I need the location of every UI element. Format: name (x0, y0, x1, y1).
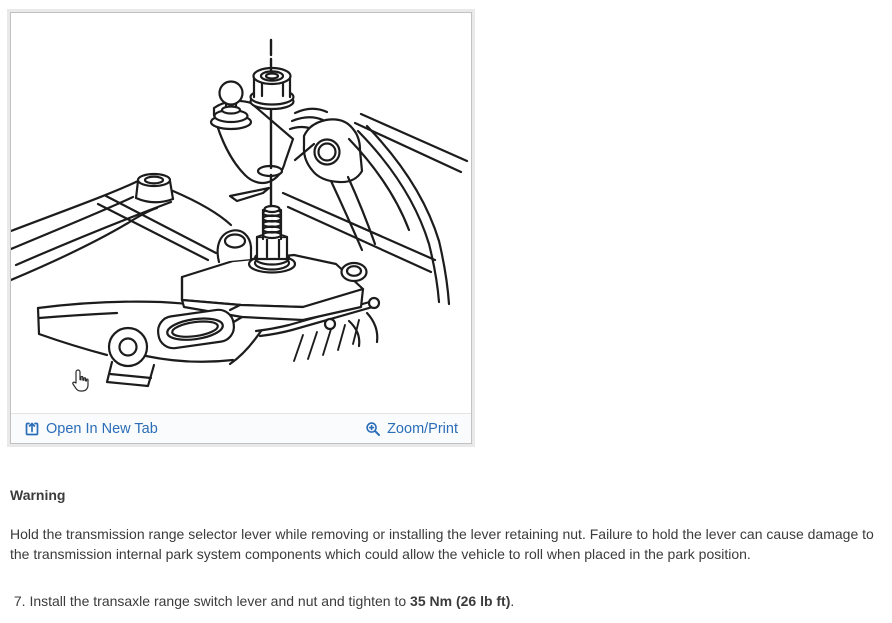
hand-pointer-cursor (73, 370, 88, 391)
open-in-new-tab-link[interactable] (24, 421, 158, 437)
magnifier-plus-icon (365, 421, 381, 437)
transaxle-range-switch-diagram (11, 13, 471, 413)
open-in-new-tab-label: Open In New Tab (46, 420, 158, 437)
zoom-print-link[interactable] (365, 421, 458, 437)
image-viewer-panel (10, 12, 472, 444)
flange-nut (251, 68, 294, 109)
threaded-stud (255, 206, 289, 270)
torque-spec: 35 Nm (26 lb ft) (410, 593, 511, 609)
step-7-instruction (10, 591, 882, 611)
step-text: 7. Install the transaxle range switch lever and nut and tighten to (10, 593, 411, 609)
open-in-new-tab-icon (24, 421, 40, 437)
image-viewer-toolbar (11, 413, 471, 443)
instruction-content (0, 445, 892, 611)
warning-text: Hold the transmission range selector lever while removing or installing the lever retaining nut. Failure to hold the lever can cause damage to the transmission internal park system components which could allow the vehicle to roll when placed in the park position. (10, 526, 874, 562)
diagram-image[interactable] (11, 13, 471, 413)
zoom-print-label: Zoom/Print (387, 420, 458, 437)
step-text-end: . (510, 593, 515, 609)
warning-heading: Warning (10, 487, 66, 503)
